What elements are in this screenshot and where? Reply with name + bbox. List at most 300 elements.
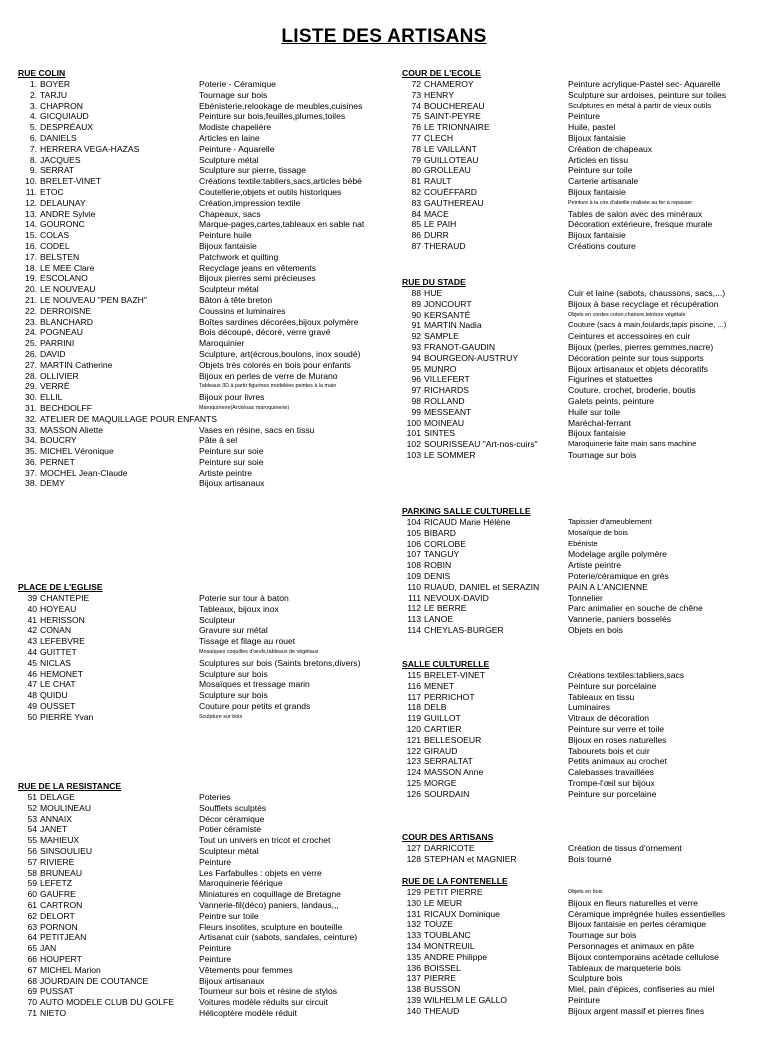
artisan-name: HUE xyxy=(424,288,443,298)
artisan-number: 81 xyxy=(411,176,421,187)
artisan-craft: Couture, crochet, broderie, boutis xyxy=(568,385,696,396)
artisan-name: ESCOLANO xyxy=(40,273,88,284)
artisan-number: 71 xyxy=(27,1007,37,1018)
artisan-craft: Ceintures et accessoires en cuir xyxy=(568,331,691,342)
artisan-name: HEMONET xyxy=(40,668,83,679)
artisan-row xyxy=(18,922,386,933)
artisan-number: 33. xyxy=(25,424,37,435)
artisan-craft: Créations textiles:tabliers,sacs xyxy=(568,670,685,680)
artisan-number: 34. xyxy=(25,435,37,446)
artisan-craft: Mosaïques coquilles d'œufs,tableaux de végétaux xyxy=(199,648,319,655)
artisan-number: 22. xyxy=(25,305,37,316)
artisan-name: ROLLAND xyxy=(424,395,465,406)
artisan-number: 114 xyxy=(407,624,421,635)
artisan-row xyxy=(18,932,386,943)
section-heading: COUR DE L'ECOLE xyxy=(402,68,481,78)
artisan-number: 63 xyxy=(27,921,37,932)
artisan-craft: Sculpture sur bois xyxy=(199,668,268,679)
artisan-name: MASSON Aliette xyxy=(40,424,104,435)
artisan-number: 111 xyxy=(407,592,421,603)
artisan-name: TOUBLANC xyxy=(424,930,471,941)
artisan-row xyxy=(402,898,752,909)
artisan-craft: Peinture - Aquarelle xyxy=(199,143,275,154)
artisan-number: 134 xyxy=(406,940,421,951)
artisan-number: 62 xyxy=(27,910,37,921)
artisan-name: MARTIN Nadia xyxy=(424,320,482,331)
artisan-number: 106 xyxy=(406,538,421,549)
artisan-number: 10. xyxy=(25,176,37,187)
page-title: LISTE DES ARTISANS xyxy=(281,26,487,47)
artisan-row xyxy=(18,435,386,446)
artisan-row xyxy=(18,965,386,976)
artisan-craft: Cuir et laine (sabots, chaussons, sacs,...) xyxy=(568,288,726,298)
artisan-number: 109 xyxy=(406,570,421,581)
artisan-name: MENET xyxy=(424,680,455,691)
artisan-row xyxy=(18,252,386,263)
artisan-name: ELLIL xyxy=(40,392,63,403)
artisan-name: MARTIN Catherine xyxy=(40,359,113,370)
artisan-name: LE MEUR xyxy=(424,897,463,908)
artisan-number: 60 xyxy=(27,889,37,900)
artisan-name: SERRAT xyxy=(40,165,75,176)
artisan-craft: Tables de salon avec des minéraux xyxy=(568,208,703,219)
artisan-number: 102 xyxy=(406,439,421,450)
artisan-craft: Coutellerie,objets et outils historiques xyxy=(199,186,342,197)
section-cour-des-artisans xyxy=(402,832,752,865)
artisan-row xyxy=(18,284,386,295)
artisan-craft: Maroquinier xyxy=(199,338,245,349)
artisan-craft: Sculptures en métal à partir de vieux outils xyxy=(568,100,712,110)
artisan-row xyxy=(18,165,386,176)
artisan-name: GIRAUD xyxy=(424,745,458,756)
artisan-row xyxy=(18,478,386,489)
artisan-name: HERISSON xyxy=(40,614,85,625)
artisan-name: MAHIEUX xyxy=(40,835,80,846)
artisan-name: GUITTET xyxy=(40,646,77,657)
artisan-number: 84 xyxy=(411,208,421,219)
artisan-number: 61 xyxy=(27,899,37,910)
artisan-row xyxy=(18,986,386,997)
artisan-craft: Bijoux fantaisie xyxy=(568,132,626,143)
artisan-name: LE PAIH xyxy=(424,219,457,230)
section-rue-du-stade xyxy=(402,277,752,461)
artisan-number: 97 xyxy=(411,385,421,396)
artisan-name: JANET xyxy=(40,824,68,835)
artisan-row xyxy=(402,571,752,582)
artisan-row xyxy=(18,468,386,479)
artisan-name: ANNAIX xyxy=(40,813,72,824)
artisan-row xyxy=(18,360,386,371)
artisan-name: MACE xyxy=(424,208,449,219)
artisan-craft: Bijoux à base recyclage et récupération xyxy=(568,298,719,309)
artisan-row xyxy=(18,615,386,626)
artisan-row xyxy=(18,349,386,360)
artisan-name: CHANTEPIE xyxy=(40,593,90,603)
artisan-name: BUSSON xyxy=(424,984,461,995)
artisan-name: BOURGEON-AUSTRUY xyxy=(424,352,519,363)
artisan-number: 11. xyxy=(25,186,37,197)
artisan-name: BELSTEN xyxy=(40,251,80,262)
artisan-row xyxy=(402,428,752,439)
artisan-row xyxy=(18,701,386,712)
artisan-number: 87 xyxy=(411,240,421,251)
artisan-craft: Articles en laine xyxy=(199,132,260,143)
artisan-craft: Sculpture sur ardoises, peinture sur toiles xyxy=(568,89,727,100)
artisan-name: LE MEE Clare xyxy=(40,262,95,273)
artisan-craft: Tissage et filage au rouet xyxy=(199,636,296,647)
artisan-craft: Hélicoptère modèle réduit xyxy=(199,1007,297,1018)
artisan-number: 101 xyxy=(406,428,421,439)
artisan-craft: Ebénisterie,relookage de meubles,cuisines xyxy=(199,100,363,111)
artisan-number: 120 xyxy=(406,723,421,734)
artisan-number: 9. xyxy=(29,165,37,176)
artisan-name: BOUCHEREAU xyxy=(424,100,485,111)
artisan-name: BELLESOEUR xyxy=(424,734,482,745)
artisan-number: 14. xyxy=(25,219,37,230)
artisan-row xyxy=(18,90,386,101)
artisan-number: 31. xyxy=(25,402,37,413)
artisan-name: LE NOUVEAU xyxy=(40,284,96,295)
artisan-number: 77 xyxy=(411,132,421,143)
artisan-row xyxy=(402,364,752,375)
artisan-row xyxy=(402,560,752,571)
artisan-number: 116 xyxy=(407,680,421,691)
artisan-name: BOUCRY xyxy=(40,435,77,446)
artisan-row xyxy=(402,165,752,176)
artisan-row xyxy=(18,690,386,701)
artisan-name: GROLLEAU xyxy=(424,165,471,176)
artisan-row xyxy=(402,692,752,703)
artisan-craft: Carterie artisanale xyxy=(568,176,639,187)
artisan-name: PORNON xyxy=(40,921,78,932)
artisan-number: 35. xyxy=(25,446,37,457)
artisan-number: 58 xyxy=(27,867,37,878)
artisan-number: 121 xyxy=(406,734,421,745)
artisan-row xyxy=(402,539,752,550)
artisan-number: 88 xyxy=(411,288,421,298)
artisan-craft: Bois tourné xyxy=(568,853,612,864)
artisan-row xyxy=(402,919,752,930)
artisan-name: NIETO xyxy=(40,1007,67,1018)
artisan-name: RICAUX Dominique xyxy=(424,908,500,919)
artisan-craft: Peintre sur toile xyxy=(199,910,259,921)
artisan-row xyxy=(18,111,386,122)
artisan-craft: Décoration peinte sur tous supports xyxy=(568,352,704,363)
artisan-number: 139 xyxy=(406,994,421,1005)
artisan-row xyxy=(18,1008,386,1019)
artisan-number: 70 xyxy=(27,997,37,1008)
artisan-craft: Potier céramiste xyxy=(199,824,262,835)
artisan-name: COUËFFARD xyxy=(424,186,477,197)
artisan-number: 69 xyxy=(27,986,37,997)
artisan-craft: Peinture xyxy=(199,856,232,867)
section-heading: COUR DES ARTISANS xyxy=(402,832,494,842)
artisan-row xyxy=(18,133,386,144)
artisan-craft: Recyclage jeans en vêtements xyxy=(199,262,317,273)
artisan-craft: Petits animaux au crochet xyxy=(568,756,667,767)
artisan-name: JACQUES xyxy=(40,154,81,165)
artisan-number: 110 xyxy=(407,581,421,592)
artisan-row xyxy=(18,976,386,987)
artisan-row xyxy=(402,101,752,112)
artisan-name: SAMPLE xyxy=(424,331,459,342)
artisan-number: 46 xyxy=(27,668,37,679)
artisan-name: ETOC xyxy=(40,186,64,197)
artisan-craft: Galets peints, peinture xyxy=(568,395,654,406)
artisan-craft: Gravure sur métal xyxy=(199,625,268,636)
artisan-name: PERNET xyxy=(40,456,75,467)
artisan-name: NEVOUX-DAVID xyxy=(424,592,489,603)
artisan-number: 47 xyxy=(27,679,37,690)
artisan-row xyxy=(402,219,752,230)
artisan-number: 113 xyxy=(407,614,421,625)
artisan-craft: Modiste chapelière xyxy=(199,122,272,133)
artisan-craft: Créations couture xyxy=(568,240,636,251)
artisan-name: SINSOULIEU xyxy=(40,845,93,856)
artisan-craft: Maroquinerie féérique xyxy=(199,878,283,889)
artisan-row xyxy=(18,122,386,133)
artisan-craft: Peinture sur porcelaine xyxy=(568,680,657,691)
artisan-number: 125 xyxy=(406,777,421,788)
artisan-craft: Vases en résine, sacs en tissu xyxy=(199,424,315,435)
artisan-name: PARRINI xyxy=(40,338,75,349)
artisan-name: LE SOMMER xyxy=(424,449,476,460)
artisan-row xyxy=(402,984,752,995)
section-heading: RUE DE LA FONTENELLE xyxy=(402,876,508,886)
artisan-row xyxy=(18,900,386,911)
artisan-row xyxy=(402,198,752,209)
artisan-craft: Objets en bois xyxy=(568,889,603,895)
artisan-craft: Création de tissus d'ornement xyxy=(568,843,682,853)
artisan-row xyxy=(402,144,752,155)
artisan-craft: Sculpteur xyxy=(199,614,236,625)
artisan-name: DELB xyxy=(424,702,447,713)
artisan-number: 72 xyxy=(411,79,421,89)
artisan-row xyxy=(18,647,386,658)
artisan-row xyxy=(402,133,752,144)
artisan-name: HOYEAU xyxy=(40,603,77,614)
artisan-row xyxy=(18,101,386,112)
artisan-row xyxy=(18,814,386,825)
artisan-name: TARJU xyxy=(40,89,68,100)
artisan-craft: Boîtes sardines décorées,bijoux polymère xyxy=(199,316,359,327)
artisan-row xyxy=(18,273,386,284)
artisan-name: PUSSAT xyxy=(40,986,74,997)
artisan-row xyxy=(18,878,386,889)
artisan-number: 39 xyxy=(27,593,37,603)
artisan-name: CHAPRON xyxy=(40,100,83,111)
artisan-number: 26. xyxy=(25,348,37,359)
artisan-name: PETIT PIERRE xyxy=(424,887,483,897)
artisan-row xyxy=(402,603,752,614)
artisan-row xyxy=(18,187,386,198)
artisan-number: 1. xyxy=(29,79,37,89)
artisan-number: 65 xyxy=(27,943,37,954)
artisan-craft: Tournage sur bois xyxy=(199,89,268,100)
artisan-craft: Sculpture sur bois xyxy=(199,713,243,720)
section-cour-de-l-ecole xyxy=(402,68,752,252)
section-heading: RUE DE LA RESISTANCE xyxy=(18,781,122,791)
artisan-number: 107 xyxy=(406,549,421,560)
artisan-row xyxy=(18,679,386,690)
artisan-name: VILLEFERT xyxy=(424,374,470,385)
artisan-row xyxy=(402,1006,752,1017)
artisan-row xyxy=(402,374,752,385)
artisan-craft: Poterie sur tour à baton xyxy=(199,593,289,603)
artisan-row xyxy=(402,625,752,636)
artisan-row xyxy=(402,549,752,560)
artisan-number: 93 xyxy=(411,341,421,352)
artisan-craft: Sculpture sur bois xyxy=(199,690,268,701)
artisan-row xyxy=(18,792,386,803)
artisan-number: 78 xyxy=(411,143,421,154)
artisan-row xyxy=(402,941,752,952)
artisan-row xyxy=(18,712,386,723)
artisan-row xyxy=(402,670,752,681)
artisan-name: LE VAILLANT xyxy=(424,143,477,154)
artisan-name: ANDRE Sylvie xyxy=(40,208,96,219)
artisan-craft: Peinture huile xyxy=(199,230,252,241)
artisan-craft: Bijoux fantaisie xyxy=(568,428,626,439)
artisan-row xyxy=(402,887,752,898)
artisan-name: LE NOUVEAU "PEN BAZH" xyxy=(40,294,147,305)
artisan-name: WILHELM LE GALLO xyxy=(424,994,508,1005)
artisan-number: 80 xyxy=(411,165,421,176)
artisan-craft: Maroquinerie(Arckésac maroquinerie) xyxy=(199,404,290,411)
artisan-craft: Peinture sur bois,feuilles,plumes,toiles xyxy=(199,111,346,122)
artisan-row xyxy=(18,593,386,604)
artisan-name: GAUFRE xyxy=(40,889,76,900)
artisan-number: 66 xyxy=(27,953,37,964)
artisan-number: 8. xyxy=(29,154,37,165)
artisan-row xyxy=(18,425,386,436)
artisan-name: BOYER xyxy=(40,79,71,89)
artisan-name: MOULINEAU xyxy=(40,802,92,813)
artisan-craft: Tapissier d'ameublement xyxy=(568,517,652,526)
artisan-number: 136 xyxy=(406,962,421,973)
section-heading: PARKING SALLE CULTURELLE xyxy=(402,506,531,516)
artisan-name: DANIELS xyxy=(40,132,77,143)
artisan-craft: Bijoux argent massif et pierres fines xyxy=(568,1005,705,1016)
section-rue-colin xyxy=(18,68,386,489)
artisan-row xyxy=(402,310,752,321)
artisan-row xyxy=(18,338,386,349)
artisan-craft: Bijoux en fleurs naturelles et verre xyxy=(568,897,698,908)
artisan-craft: Bijoux en perles de verre de Murano xyxy=(199,370,338,381)
artisan-name: GAUTHEREAU xyxy=(424,197,484,208)
artisan-row xyxy=(18,669,386,680)
artisan-number: 29. xyxy=(25,381,37,392)
artisan-craft: Personnages et animaux en pâte xyxy=(568,940,695,951)
artisan-name: ATELIER DE MAQUILLAGE POUR ENFANTS xyxy=(40,413,218,424)
artisan-craft: Calebasses travaillées xyxy=(568,767,654,778)
artisan-number: 36. xyxy=(25,456,37,467)
artisan-row xyxy=(18,857,386,868)
artisan-craft: Bois découpé, décoré, verre gravé xyxy=(199,327,331,338)
artisan-craft: Bijoux pierres semi précieuses xyxy=(199,273,316,284)
artisan-number: 53 xyxy=(27,813,37,824)
section-parking-salle-culturelle xyxy=(402,506,752,636)
section-heading: PLACE DE L'EGLISE xyxy=(18,582,103,592)
artisan-row xyxy=(402,746,752,757)
artisan-craft: Tournage sur bois xyxy=(568,449,637,460)
artisan-craft: Parc animalier en souche de chêne xyxy=(568,603,703,614)
artisan-name: STEPHAN et MAGNIER xyxy=(424,853,517,864)
artisan-number: 122 xyxy=(406,745,421,756)
artisan-number: 82 xyxy=(411,186,421,197)
artisan-number: 54 xyxy=(27,824,37,835)
artisan-name: MICHEL Marion xyxy=(40,964,101,975)
artisan-craft: Peinture sur verre et toile xyxy=(568,723,665,734)
artisan-name: DENIS xyxy=(424,570,451,581)
artisan-craft: Vêtements pour femmes xyxy=(199,964,293,975)
artisan-number: 24. xyxy=(25,327,37,338)
artisan-row xyxy=(402,418,752,429)
artisan-row xyxy=(402,79,752,90)
section-rue-de-la-resistance xyxy=(18,781,386,1019)
artisan-row xyxy=(18,846,386,857)
artisan-name: CODEL xyxy=(40,240,70,251)
artisan-name: SOURISSEAU "Art-nos-cuirs" xyxy=(424,439,538,450)
artisan-number: 118 xyxy=(407,702,421,713)
artisan-number: 15. xyxy=(25,230,37,241)
artisan-name: MASSON Anne xyxy=(424,767,484,778)
artisan-row xyxy=(402,385,752,396)
artisan-craft: Artiste peintre xyxy=(199,467,253,478)
section-salle-culturelle xyxy=(402,659,752,800)
section-heading: RUE DU STADE xyxy=(402,277,466,287)
artisan-row xyxy=(18,835,386,846)
artisan-name: DAVID xyxy=(40,348,66,359)
artisan-row xyxy=(18,176,386,187)
artisan-craft: Bijoux contemporains acétade cellulose xyxy=(568,951,719,962)
artisan-row xyxy=(402,528,752,539)
artisan-number: 79 xyxy=(411,154,421,165)
artisan-craft: Sculpture métal xyxy=(199,154,259,165)
artisan-row xyxy=(402,843,752,854)
artisan-craft: Création de chapeaux xyxy=(568,143,653,154)
artisan-number: 75 xyxy=(411,111,421,122)
artisan-number: 48 xyxy=(27,690,37,701)
artisan-name: PETITJEAN xyxy=(40,932,87,943)
artisan-name: THERAUD xyxy=(424,240,466,251)
artisan-craft: Peinture xyxy=(568,994,601,1005)
artisan-number: 50 xyxy=(27,711,37,722)
artisan-name: LANOE xyxy=(424,614,454,625)
artisan-name: LEFEBVRE xyxy=(40,636,85,647)
artisan-name: BIBARD xyxy=(424,527,456,538)
artisan-craft: Peinture sur porcelaine xyxy=(568,788,657,799)
artisan-number: 103 xyxy=(406,449,421,460)
artisan-craft: Tournage sur bois xyxy=(568,930,637,941)
artisan-name: LE BERRE xyxy=(424,603,467,614)
artisan-row xyxy=(18,219,386,230)
artisan-number: 112 xyxy=(407,603,421,614)
artisan-number: 55 xyxy=(27,835,37,846)
artisan-number: 130 xyxy=(406,897,421,908)
artisan-number: 32. xyxy=(25,413,37,424)
artisan-name: HERRERA VEGA-HAZAS xyxy=(40,143,140,154)
artisan-name: BLANCHARD xyxy=(40,316,94,327)
artisan-row xyxy=(402,724,752,735)
artisan-craft: Articles en tissu xyxy=(568,154,629,165)
artisan-craft: Sculptures sur bois (Saints bretons,divers) xyxy=(199,657,361,668)
artisan-craft: Vannerie-fil(déco) paniers, landaus,,, xyxy=(199,899,339,910)
artisan-craft: Bijoux pour livres xyxy=(199,392,265,403)
artisan-number: 92 xyxy=(411,331,421,342)
artisan-name: CARTIER xyxy=(424,723,462,734)
artisan-number: 140 xyxy=(406,1005,421,1016)
